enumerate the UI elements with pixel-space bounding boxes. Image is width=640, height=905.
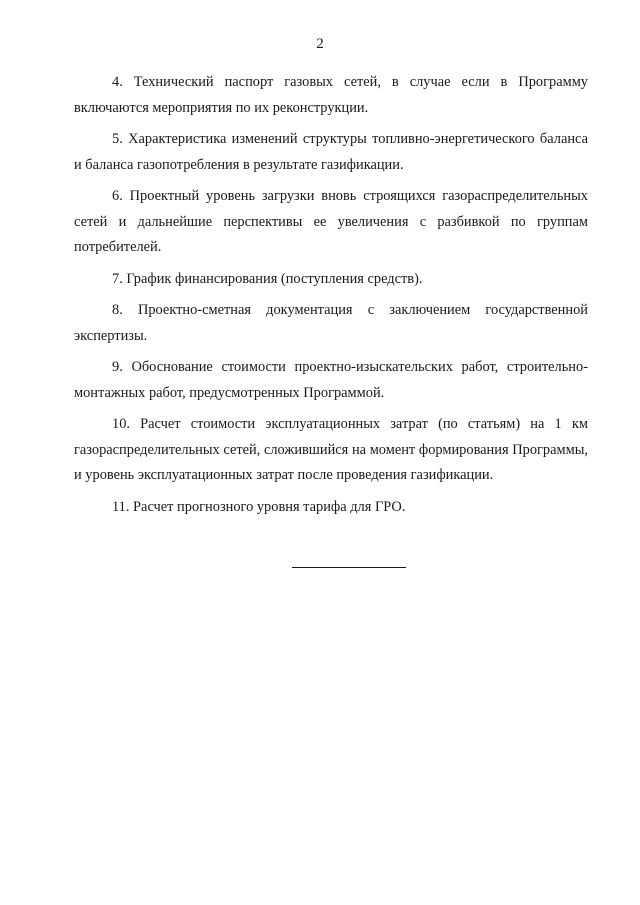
document-body bbox=[74, 70, 588, 526]
list-item-5: 5. Характеристика изменений структуры топливно-энергетического баланса и баланса газопотребления в результате газификации. bbox=[74, 131, 588, 173]
end-of-document-line bbox=[292, 567, 406, 568]
list-item-10: 10. Расчет стоимости эксплуатационных затрат (по статьям) на 1 км газораспределительных сетей, сложившийся на момент формирования Программы, и уровень эксплуатационных затрат после проведения газификации. bbox=[74, 416, 588, 483]
list-item-9: 9. Обоснование стоимости проектно-изыскательских работ, строительно-монтажных работ, предусмотренных Программой. bbox=[74, 359, 588, 401]
list-item-6: 6. Проектный уровень загрузки вновь строящихся газораспределительных сетей и дальнейшие перспективы ее увеличения с разбивкой по группам потребителей. bbox=[74, 188, 588, 255]
list-item-8: 8. Проектно-сметная документация с заключением государственной экспертизы. bbox=[74, 302, 588, 344]
list-item-4: 4. Технический паспорт газовых сетей, в случае если в Программу включаются мероприятия по их реконструкции. bbox=[74, 74, 588, 116]
page-number: 2 bbox=[316, 36, 324, 52]
list-item-11: 11. Расчет прогнозного уровня тарифа для ГРО. bbox=[112, 498, 406, 515]
list-item-7: 7. График финансирования (поступления средств). bbox=[112, 270, 423, 287]
